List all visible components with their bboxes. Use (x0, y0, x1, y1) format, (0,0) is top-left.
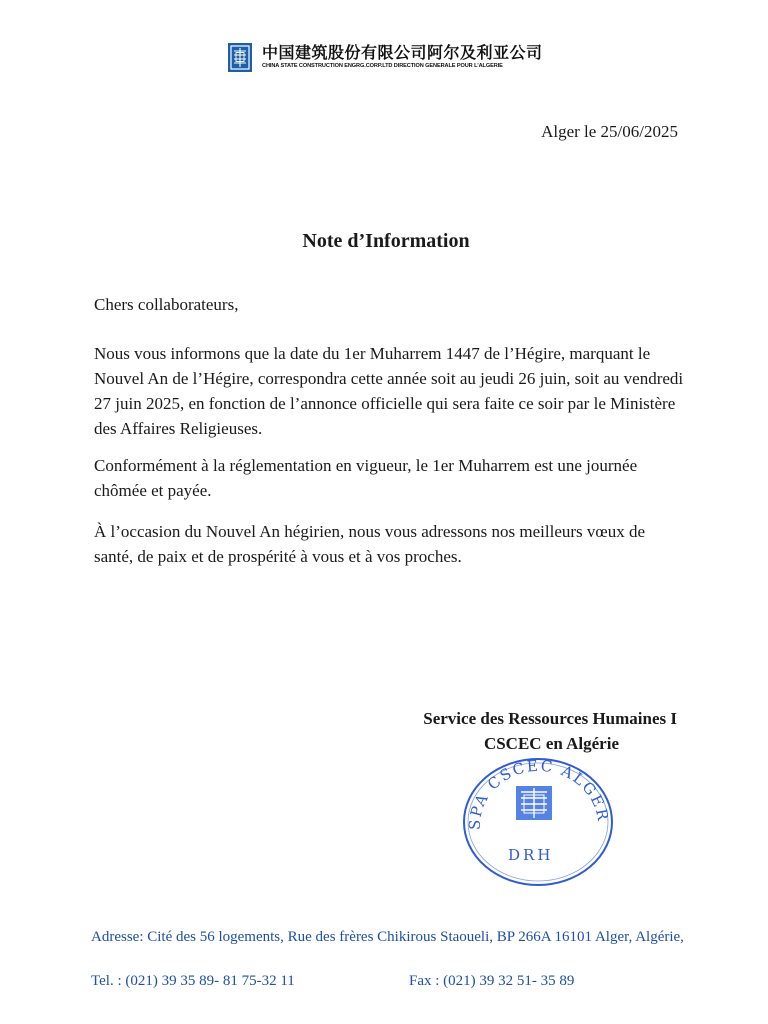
salutation: Chers collaborateurs, (94, 295, 239, 314)
paragraph-wishes: À l’occasion du Nouvel An hégirien, nous vous adressons nos meilleurs vœux de santé, de paix et de prospérité à vous et à vos proches. (94, 522, 645, 566)
stamp-arc-text: SPA CSCEC ALGER (465, 756, 613, 831)
footer-fax: Fax : (021) 39 32 51- 35 89 (409, 973, 575, 989)
paragraph-holiday-rule: Conformément à la réglementation en vigueur, le 1er Muharrem est une journée chômée et payée. (94, 456, 638, 500)
date-line: Alger le 25/06/2025 (541, 122, 678, 141)
paragraph-date-announcement: Nous vous informons que la date du 1er Muharrem 1447 de l’Hégire, marquant le Nouvel An de l’Hégire, correspondra cette année soit au jeudi 26 juin, soit au vendredi 27 juin 2025, en fonction de l’annonce officielle qui sera faite ce soir par le Ministère des Affaires Religieuses. (94, 344, 684, 438)
footer-tel: Tel. : (021) 39 35 89- 81 75-32 11 (91, 973, 295, 989)
company-name-chinese: 中国建筑股份有限公司阿尔及利亚公司 (262, 43, 543, 62)
official-stamp (458, 752, 616, 888)
footer (91, 928, 685, 989)
signature-company: CSCEC en Algérie (483, 734, 619, 753)
stamp-inner-text: DRH (508, 846, 554, 864)
signature-block (423, 706, 677, 756)
signature-department: Service des Ressources Humaines I (423, 709, 677, 728)
footer-contacts (91, 972, 685, 990)
footer-address: Adresse: Cité des 56 logements, Rue des frères Chikirous Staoueli, BP 266A 16101 Alger, Algérie, (91, 929, 684, 945)
letterhead (228, 43, 543, 75)
company-logo (228, 43, 252, 72)
company-name-english: CHINA STATE CONSTRUCTION ENGRG.CORP.LTD DIRECTION GENERALE POUR L'ALGERIE (262, 63, 503, 69)
document-title: Note d’Information (302, 230, 470, 252)
